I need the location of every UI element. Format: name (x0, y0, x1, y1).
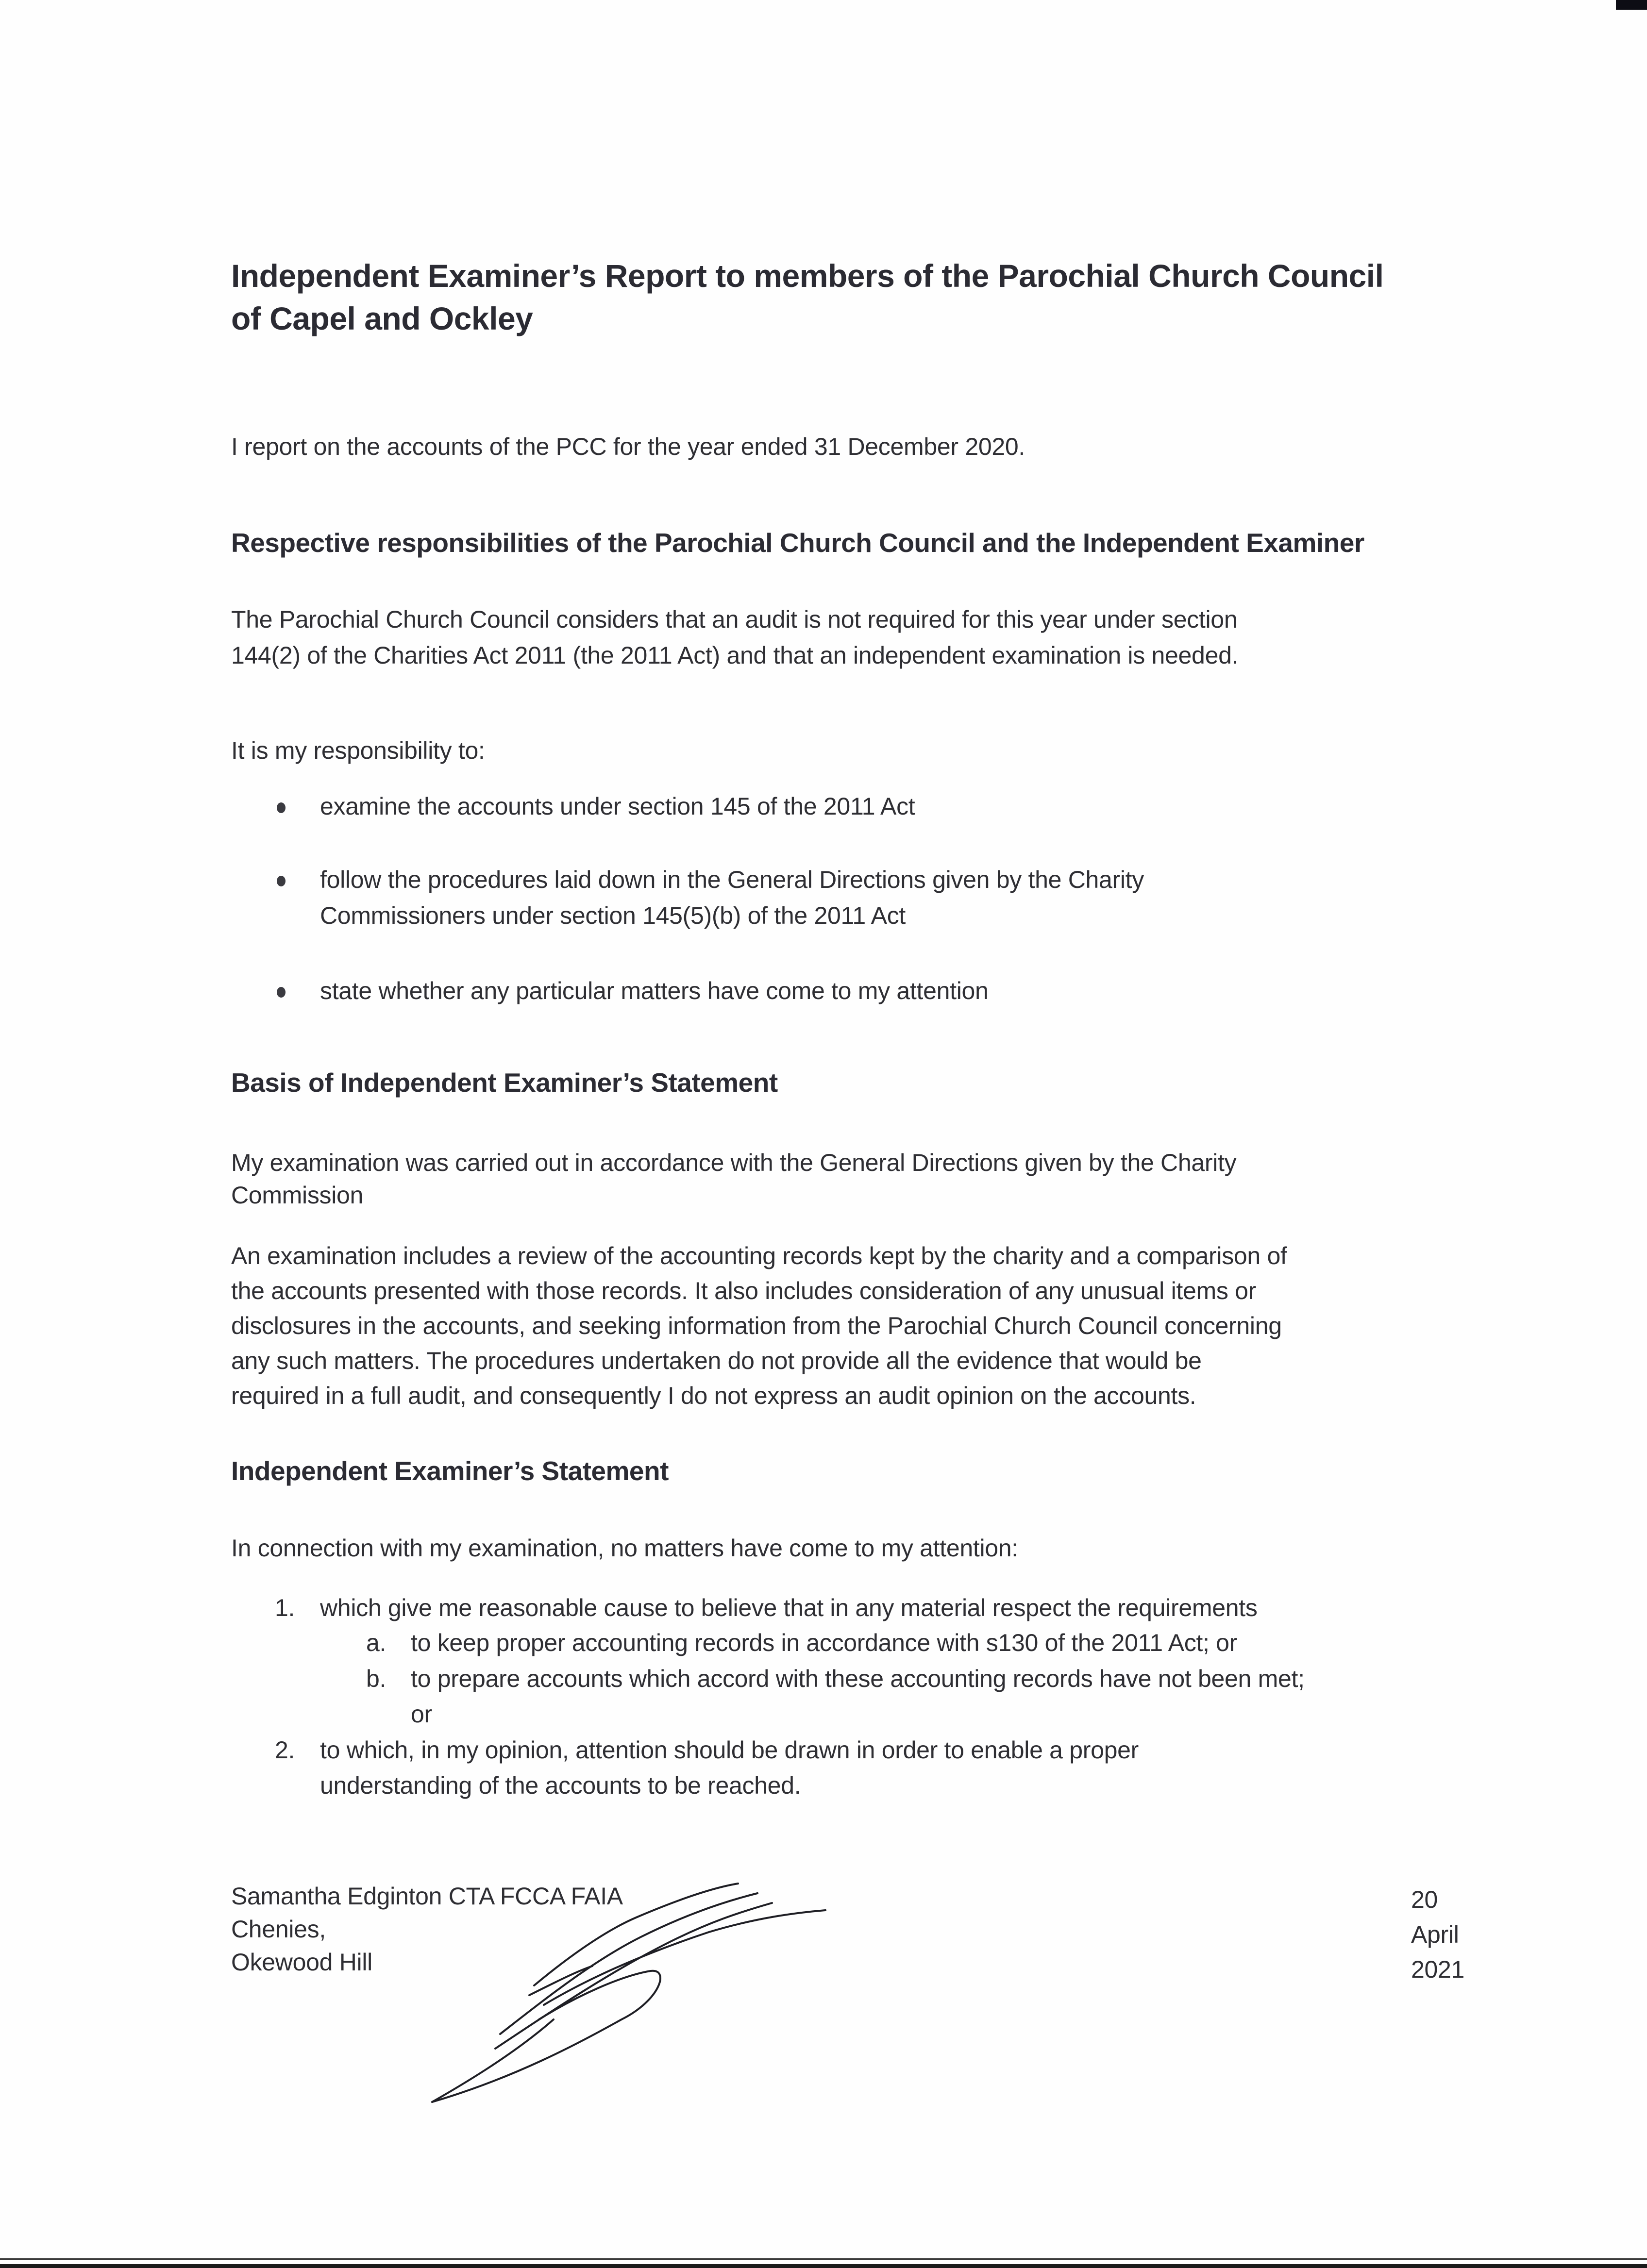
scan-bottom-edge (0, 2264, 1647, 2268)
basis-paragraph-2-line: any such matters. The procedures undertaken do not provide all the evidence that would be (231, 1347, 1202, 1374)
signature-stroke (544, 1910, 825, 2005)
responsibilities-paragraph-line-1: The Parochial Church Council considers that an audit is not required for this year under section (231, 606, 1238, 633)
signatory-address-line: Chenies, (231, 1916, 326, 1943)
signatory-name: Samantha Edginton CTA FCCA FAIA (231, 1883, 623, 1910)
bullet-dot-icon (277, 876, 286, 886)
bullet-text-line: follow the procedures laid down in the General Directions given by the Charity (320, 866, 1144, 893)
heading-statement: Independent Examiner’s Statement (231, 1456, 669, 1486)
bullet-dot-icon (277, 802, 286, 813)
item-number: 1. (275, 1594, 295, 1621)
subitem-letter: b. (366, 1665, 387, 1692)
bullet-dot-icon (277, 987, 286, 998)
subitem-text-line: to keep proper accounting records in accordance with s130 of the 2011 Act; or (411, 1629, 1238, 1656)
heading-basis: Basis of Independent Examiner’s Statement (231, 1067, 778, 1098)
statement-lead-in: In connection with my examination, no matters have come to my attention: (231, 1534, 1018, 1562)
subitem-letter: a. (366, 1629, 387, 1656)
subitem-text-line: to prepare accounts which accord with these accounting records have not been met; (411, 1665, 1305, 1692)
bullet-text-line: examine the accounts under section 145 of the 2011 Act (320, 793, 915, 820)
signatory-address-line: Okewood Hill (231, 1949, 372, 1976)
basis-paragraph-2-line: the accounts presented with those records. It also includes consideration of any unusual items or (231, 1277, 1256, 1304)
intro-paragraph: I report on the accounts of the PCC for the year ended 31 December 2020. (231, 433, 1025, 460)
report-title-line-1: Independent Examiner’s Report to members of the Parochial Church Council (231, 258, 1384, 294)
responsibility-lead-in: It is my responsibility to: (231, 737, 485, 764)
item-text-line: to which, in my opinion, attention should be drawn in order to enable a proper (320, 1736, 1139, 1764)
basis-paragraph-2-line: An examination includes a review of the accounting records kept by the charity and a comparison of (231, 1242, 1287, 1269)
signature-date: 20 April 2021 (1411, 1886, 1465, 1983)
item-number: 2. (275, 1736, 295, 1764)
scan-bottom-edge (0, 2258, 1647, 2260)
item-text-line: understanding of the accounts to be reached. (320, 1772, 801, 1799)
item-text-line: which give me reasonable cause to believe that in any material respect the requirements (320, 1594, 1258, 1621)
responsibilities-paragraph-line-2: 144(2) of the Charities Act 2011 (the 2011 Act) and that an independent examination is needed. (231, 642, 1239, 669)
subitem-text-line: or (411, 1701, 432, 1728)
signature-stroke (432, 2019, 554, 2102)
basis-paragraph-1-line: My examination was carried out in accordance with the General Directions given by the Charity (231, 1149, 1237, 1176)
basis-paragraph-1-line: Commission (231, 1182, 364, 1209)
report-title-line-2: of Capel and Ockley (231, 300, 533, 336)
scan-corner-mark (1616, 0, 1647, 10)
bullet-text-line: state whether any particular matters have come to my attention (320, 977, 989, 1004)
handwritten-signature-icon (418, 1859, 1000, 2112)
bullet-text-line: Commissioners under section 145(5)(b) of the 2011 Act (320, 902, 906, 929)
basis-paragraph-2-line: required in a full audit, and consequently I do not express an audit opinion on the accounts. (231, 1382, 1196, 1409)
basis-paragraph-2-line: disclosures in the accounts, and seeking information from the Parochial Church Council concerning (231, 1312, 1282, 1339)
signature-stroke (534, 1884, 738, 1985)
heading-responsibilities: Respective responsibilities of the Parochial Church Council and the Independent Examiner (231, 528, 1364, 558)
